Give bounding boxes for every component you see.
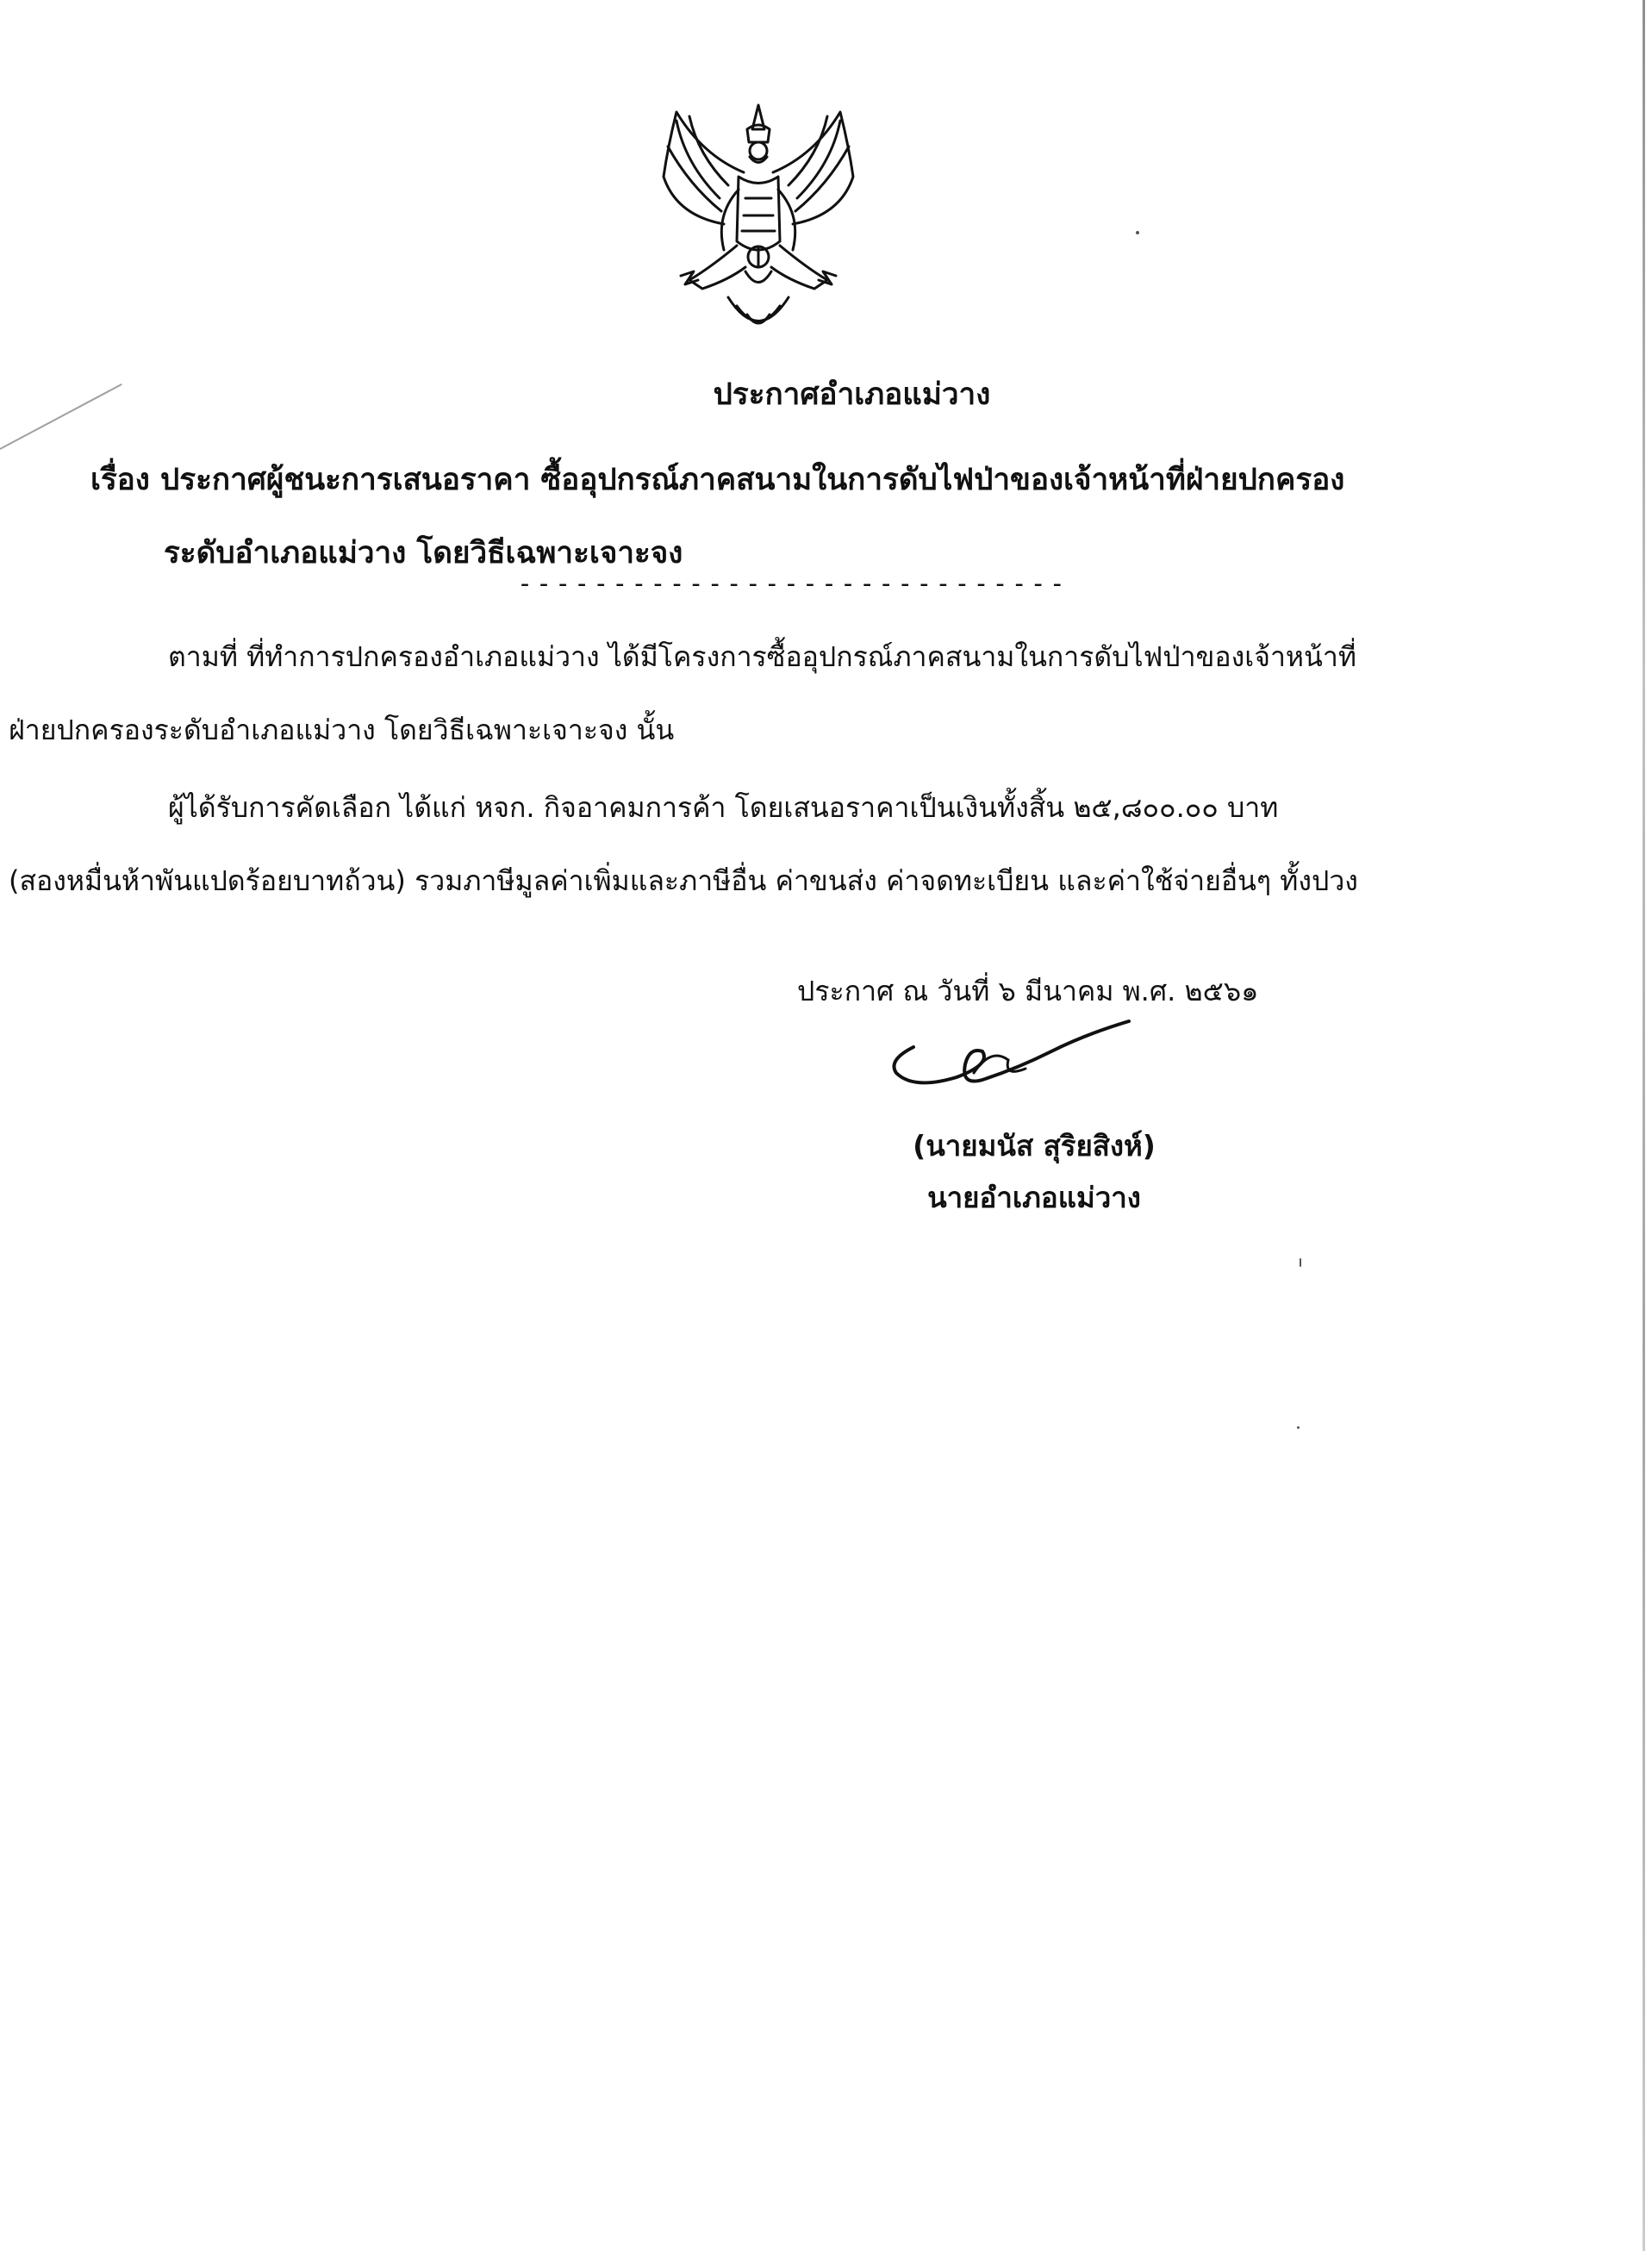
scan-speck [1297,1426,1300,1429]
paragraph-1-line-1: ตามที่ ที่ทำการปกครองอำเภอแม่วาง ได้มีโครงการซื้ออุปกรณ์ภาคสนามในการดับไฟป่าของเจ้าหน้าที่ [168,640,1356,673]
separator-line: ----------------------------- [517,569,1069,599]
paragraph-1 [9,620,1577,767]
scan-edge [1643,0,1645,2251]
title-text: ประกาศอำเภอแม่วาง [713,377,991,412]
garuda-emblem [642,95,875,353]
handwritten-signature [879,1013,1155,1107]
scan-speck [1136,231,1139,234]
paragraph-2-line-2: (สองหมื่นห้าพันแปดร้อยบาทถ้วน) รวมภาษีมูลค่าเพิ่มและภาษีอื่น ค่าขนส่ง ค่าจดทะเบียน และค่าใช้จ่ายอื่นๆ ทั้งปวง [9,864,1358,897]
signer-block [896,1120,1172,1224]
subject-line-2: ระดับอำเภอแม่วาง โดยวิธีเฉพาะเจาะจง [164,536,683,571]
scan-speck [1300,1258,1301,1267]
paragraph-2-line-1: ผู้ได้รับการคัดเลือก ได้แก่ หจก. กิจอาคมการค้า โดยเสนอราคาเป็นเงินทั้งสิ้น ๒๕,๘๐๐.๐๐ บาท [168,791,1279,824]
date-line: ประกาศ ณ วันที่ ๖ มีนาคม พ.ศ. ๒๕๖๑ [797,975,1259,1007]
paragraph-2 [9,771,1577,918]
signer-name: (นายมนัส สุริยสิงห์) [913,1129,1156,1163]
subject-line-1: เรื่อง ประกาศผู้ชนะการเสนอราคา ซื้ออุปกรณ์ภาคสนามในการดับไฟป่าของเจ้าหน้าที่ฝ่ายปกครอง [90,463,1345,497]
signer-title: นายอำเภอแม่วาง [927,1181,1141,1214]
document-title [0,371,1652,418]
paragraph-1-line-2: ฝ่ายปกครองระดับอำเภอแม่วาง โดยวิธีเฉพาะเจาะจง นั้น [9,714,675,746]
